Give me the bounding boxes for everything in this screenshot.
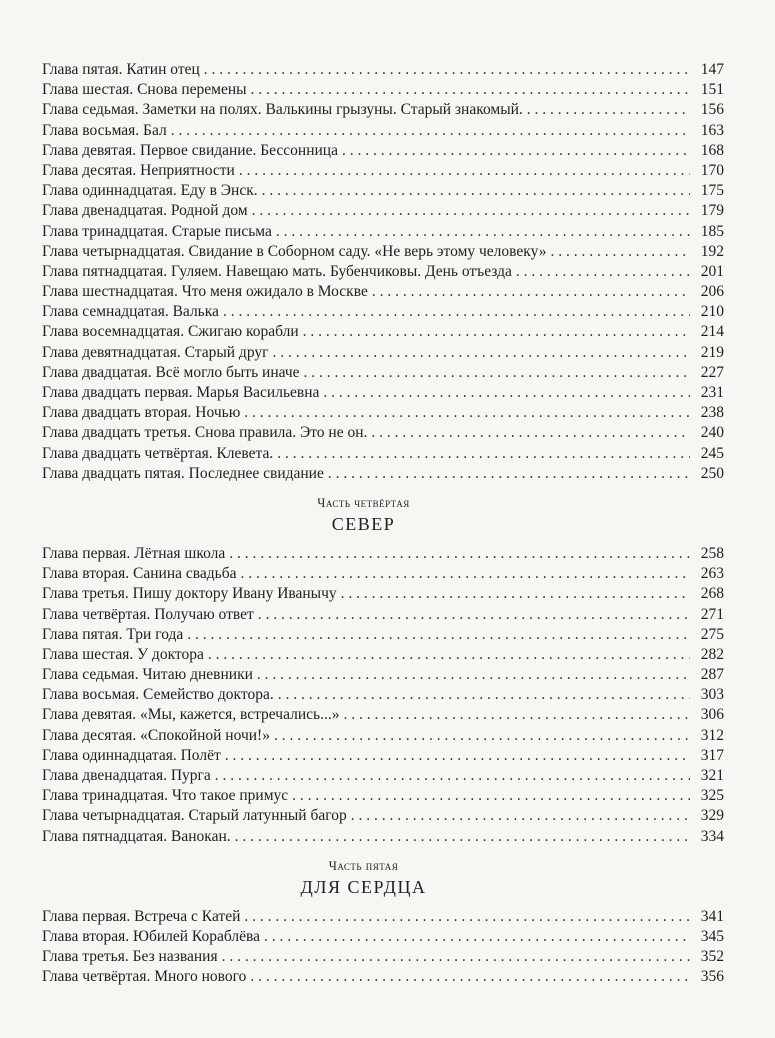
toc-entry-title: Глава девятая. Первое свидание. Бессонница bbox=[42, 141, 338, 159]
toc-entry bbox=[42, 705, 724, 725]
toc-entry bbox=[42, 141, 724, 161]
dot-leader bbox=[278, 685, 690, 705]
toc-section-part4 bbox=[42, 544, 724, 847]
toc-entry-title: Глава девятнадцатая. Старый друг bbox=[42, 343, 269, 361]
toc-entry-page: 245 bbox=[700, 444, 724, 462]
toc-entry-page: 231 bbox=[700, 384, 724, 401]
dot-leader bbox=[516, 262, 690, 282]
toc-entry-page: 147 bbox=[700, 61, 724, 78]
toc-entry bbox=[42, 403, 724, 423]
toc-entry-page: 287 bbox=[700, 666, 724, 684]
toc-entry bbox=[42, 121, 724, 141]
dot-leader bbox=[342, 141, 690, 161]
toc-entry-page: 206 bbox=[700, 283, 724, 301]
toc-entry-title: Глава одиннадцатая. Еду в Энск. bbox=[42, 182, 258, 200]
dot-leader bbox=[323, 383, 690, 403]
dot-leader bbox=[341, 584, 690, 604]
dot-leader bbox=[272, 343, 690, 363]
toc-entry-page: 321 bbox=[700, 767, 724, 784]
toc-section-part5 bbox=[42, 907, 724, 988]
toc-entry bbox=[42, 60, 724, 80]
toc-entry-page: 170 bbox=[700, 161, 724, 179]
dot-leader bbox=[250, 967, 690, 987]
dot-leader bbox=[328, 464, 690, 484]
toc-entry bbox=[42, 786, 724, 806]
dot-leader bbox=[241, 564, 691, 584]
dot-leader bbox=[527, 100, 690, 120]
toc-entry-page: 163 bbox=[700, 121, 724, 139]
toc-entry-title: Глава первая. Встреча с Катей bbox=[42, 907, 241, 925]
toc-entry-title: Глава двадцать первая. Марья Васильевна bbox=[42, 384, 320, 401]
dot-leader bbox=[251, 80, 690, 100]
toc-entry-title: Глава вторая. Юбилей Кораблёва bbox=[42, 927, 260, 945]
toc-entry bbox=[42, 947, 724, 967]
dot-leader bbox=[264, 927, 690, 947]
toc-entry-page: 341 bbox=[700, 907, 724, 925]
dot-leader bbox=[372, 282, 690, 302]
toc-entry-title: Глава двадцать третья. Снова правила. Это не он. bbox=[42, 424, 368, 442]
toc-entry-title: Глава четырнадцатая. Старый латунный багор bbox=[42, 807, 347, 825]
toc-entry-page: 356 bbox=[700, 968, 724, 986]
toc-entry-title: Глава двенадцатая. Родной дом bbox=[42, 202, 248, 220]
toc-entry-page: 258 bbox=[700, 544, 724, 562]
toc-entry bbox=[42, 100, 724, 120]
toc-entry bbox=[42, 242, 724, 262]
toc-entry-title: Глава седьмая. Заметки на полях. Валькины грызуны. Старый знакомый. bbox=[42, 101, 523, 119]
toc-entry bbox=[42, 967, 724, 987]
toc-entry-title: Глава третья. Без названия bbox=[42, 948, 218, 966]
toc-entry-page: 156 bbox=[700, 101, 724, 119]
toc-entry-title: Глава третья. Пишу доктору Ивану Иванычу bbox=[42, 585, 337, 603]
toc-entry bbox=[42, 181, 724, 201]
dot-leader bbox=[303, 322, 690, 342]
dot-leader bbox=[187, 625, 690, 645]
toc-entry-title: Глава шестая. Снова перемены bbox=[42, 81, 247, 99]
toc-entry-page: 240 bbox=[700, 424, 724, 442]
toc-entry-page: 250 bbox=[700, 464, 724, 482]
toc-entry bbox=[42, 806, 724, 826]
dot-leader bbox=[351, 806, 690, 826]
toc-entry-title: Глава пятая. Катин отец bbox=[42, 61, 200, 78]
toc-entry bbox=[42, 665, 724, 685]
toc-entry bbox=[42, 383, 724, 403]
toc-entry-page: 329 bbox=[700, 807, 724, 825]
toc-entry-title: Глава седьмая. Читаю дневники bbox=[42, 666, 253, 684]
toc-entry-page: 227 bbox=[700, 363, 724, 381]
toc-entry-page: 345 bbox=[700, 927, 724, 945]
toc-entry bbox=[42, 464, 724, 484]
toc-entry-title: Глава двенадцатая. Пурга bbox=[42, 767, 211, 784]
dot-leader bbox=[276, 222, 690, 242]
toc-entry-title: Глава десятая. «Спокойной ночи!» bbox=[42, 726, 270, 744]
toc-entry bbox=[42, 363, 724, 383]
toc-entry bbox=[42, 322, 724, 342]
toc-entry bbox=[42, 645, 724, 665]
part4-label: Часть четвёртая bbox=[317, 495, 410, 510]
dot-leader bbox=[215, 766, 690, 786]
toc-entry-title: Глава пятая. Три года bbox=[42, 625, 184, 643]
toc-entry-page: 317 bbox=[700, 746, 724, 764]
toc-entry bbox=[42, 222, 724, 242]
toc-entry-title: Глава тринадцатая. Старые письма bbox=[42, 222, 272, 240]
dot-leader bbox=[292, 786, 690, 806]
toc-entry bbox=[42, 605, 724, 625]
toc-entry-page: 271 bbox=[700, 605, 724, 623]
dot-leader bbox=[304, 363, 690, 383]
toc-entry-title: Глава первая. Лётная школа bbox=[42, 544, 226, 562]
toc-entry bbox=[42, 201, 724, 221]
toc-entry-page: 175 bbox=[700, 182, 724, 200]
toc-entry-page: 219 bbox=[700, 343, 724, 361]
toc-entry-title: Глава восьмая. Бал bbox=[42, 121, 167, 139]
dot-leader bbox=[235, 827, 690, 847]
toc-entry bbox=[42, 343, 724, 363]
toc-entry-title: Глава восьмая. Семейство доктора. bbox=[42, 686, 274, 704]
dot-leader bbox=[550, 242, 690, 262]
toc-entry bbox=[42, 161, 724, 181]
toc-entry bbox=[42, 907, 724, 927]
toc-entry-title: Глава двадцать четвёртая. Клевета. bbox=[42, 444, 274, 462]
toc-entry bbox=[42, 80, 724, 100]
dot-leader bbox=[171, 121, 690, 141]
part4-heading bbox=[0, 494, 751, 536]
toc-entry-title: Глава семнадцатая. Валька bbox=[42, 303, 219, 321]
toc-section-part3 bbox=[42, 60, 724, 484]
toc-entry-page: 214 bbox=[700, 323, 724, 341]
dot-leader bbox=[343, 705, 690, 725]
toc-entry bbox=[42, 766, 724, 786]
toc-entry bbox=[42, 584, 724, 604]
dot-leader bbox=[239, 161, 690, 181]
toc-entry-page: 263 bbox=[700, 565, 724, 583]
toc-entry-title: Глава шестнадцатая. Что меня ожидало в Москве bbox=[42, 283, 368, 301]
toc-entry-title: Глава одиннадцатая. Полёт bbox=[42, 746, 221, 764]
toc-entry bbox=[42, 423, 724, 443]
toc-entry-title: Глава двадцать вторая. Ночью bbox=[42, 404, 241, 422]
toc-entry-title: Глава восемнадцатая. Сжигаю корабли bbox=[42, 323, 299, 341]
toc-entry bbox=[42, 746, 724, 766]
toc-entry bbox=[42, 564, 724, 584]
dot-leader bbox=[277, 444, 690, 464]
toc-entry-title: Глава пятнадцатая. Гуляем. Навещаю мать. Бубенчиковы. День отъезда bbox=[42, 262, 512, 280]
toc-entry-page: 192 bbox=[700, 242, 724, 260]
toc-entry-title: Глава девятая. «Мы, кажется, встречались...» bbox=[42, 706, 340, 724]
toc-entry-page: 303 bbox=[700, 686, 724, 704]
dot-leader bbox=[208, 645, 690, 665]
toc-entry-page: 352 bbox=[700, 948, 724, 966]
toc-entry-title: Глава шестая. У доктора bbox=[42, 645, 204, 663]
part5-title: ДЛЯ СЕРДЦА bbox=[300, 876, 427, 897]
toc-entry-page: 275 bbox=[700, 625, 724, 643]
table-of-contents bbox=[42, 60, 724, 988]
toc-entry-title: Глава четвёртая. Получаю ответ bbox=[42, 605, 254, 623]
toc-entry-page: 325 bbox=[700, 787, 724, 805]
toc-entry bbox=[42, 262, 724, 282]
part5-label: Часть пятая bbox=[328, 858, 399, 873]
part5-heading bbox=[0, 857, 751, 899]
dot-leader bbox=[274, 726, 690, 746]
toc-entry bbox=[42, 927, 724, 947]
toc-entry-page: 210 bbox=[700, 303, 724, 321]
toc-entry bbox=[42, 625, 724, 645]
part4-title: СЕВЕР bbox=[331, 513, 396, 534]
toc-entry-page: 238 bbox=[700, 404, 724, 422]
toc-entry-page: 185 bbox=[700, 222, 724, 240]
toc-entry-title: Глава десятая. Неприятности bbox=[42, 161, 235, 179]
toc-entry bbox=[42, 302, 724, 322]
toc-entry-title: Глава четвёртая. Много нового bbox=[42, 968, 247, 986]
toc-entry bbox=[42, 685, 724, 705]
toc-entry-title: Глава двадцать пятая. Последнее свидание bbox=[42, 464, 324, 482]
dot-leader bbox=[204, 60, 690, 80]
toc-entry-title: Глава тринадцатая. Что такое примус bbox=[42, 787, 289, 805]
toc-entry bbox=[42, 444, 724, 464]
dot-leader bbox=[223, 302, 690, 322]
toc-entry-page: 179 bbox=[700, 202, 724, 220]
toc-entry bbox=[42, 726, 724, 746]
dot-leader bbox=[371, 423, 690, 443]
toc-entry bbox=[42, 827, 724, 847]
toc-entry-title: Глава пятнадцатая. Ванокан. bbox=[42, 827, 231, 845]
toc-entry-title: Глава двадцатая. Всё могло быть иначе bbox=[42, 363, 300, 381]
toc-entry-page: 306 bbox=[700, 706, 724, 724]
dot-leader bbox=[244, 403, 690, 423]
toc-entry-page: 151 bbox=[700, 81, 724, 99]
toc-entry bbox=[42, 544, 724, 564]
dot-leader bbox=[258, 605, 690, 625]
toc-entry-page: 334 bbox=[700, 827, 724, 845]
toc-entry-page: 201 bbox=[700, 262, 724, 280]
toc-entry-page: 282 bbox=[700, 645, 724, 663]
toc-entry-page: 268 bbox=[700, 585, 724, 603]
toc-entry-title: Глава четырнадцатая. Свидание в Соборном саду. «Не верь этому человеку» bbox=[42, 242, 547, 260]
dot-leader bbox=[244, 907, 690, 927]
toc-entry-page: 312 bbox=[700, 726, 724, 744]
dot-leader bbox=[229, 544, 690, 564]
dot-leader bbox=[252, 201, 690, 221]
toc-entry-title: Глава вторая. Санина свадьба bbox=[42, 565, 237, 583]
dot-leader bbox=[225, 746, 690, 766]
toc-entry-page: 168 bbox=[700, 141, 724, 159]
dot-leader bbox=[222, 947, 690, 967]
dot-leader bbox=[257, 665, 690, 685]
toc-entry bbox=[42, 282, 724, 302]
dot-leader bbox=[262, 181, 690, 201]
